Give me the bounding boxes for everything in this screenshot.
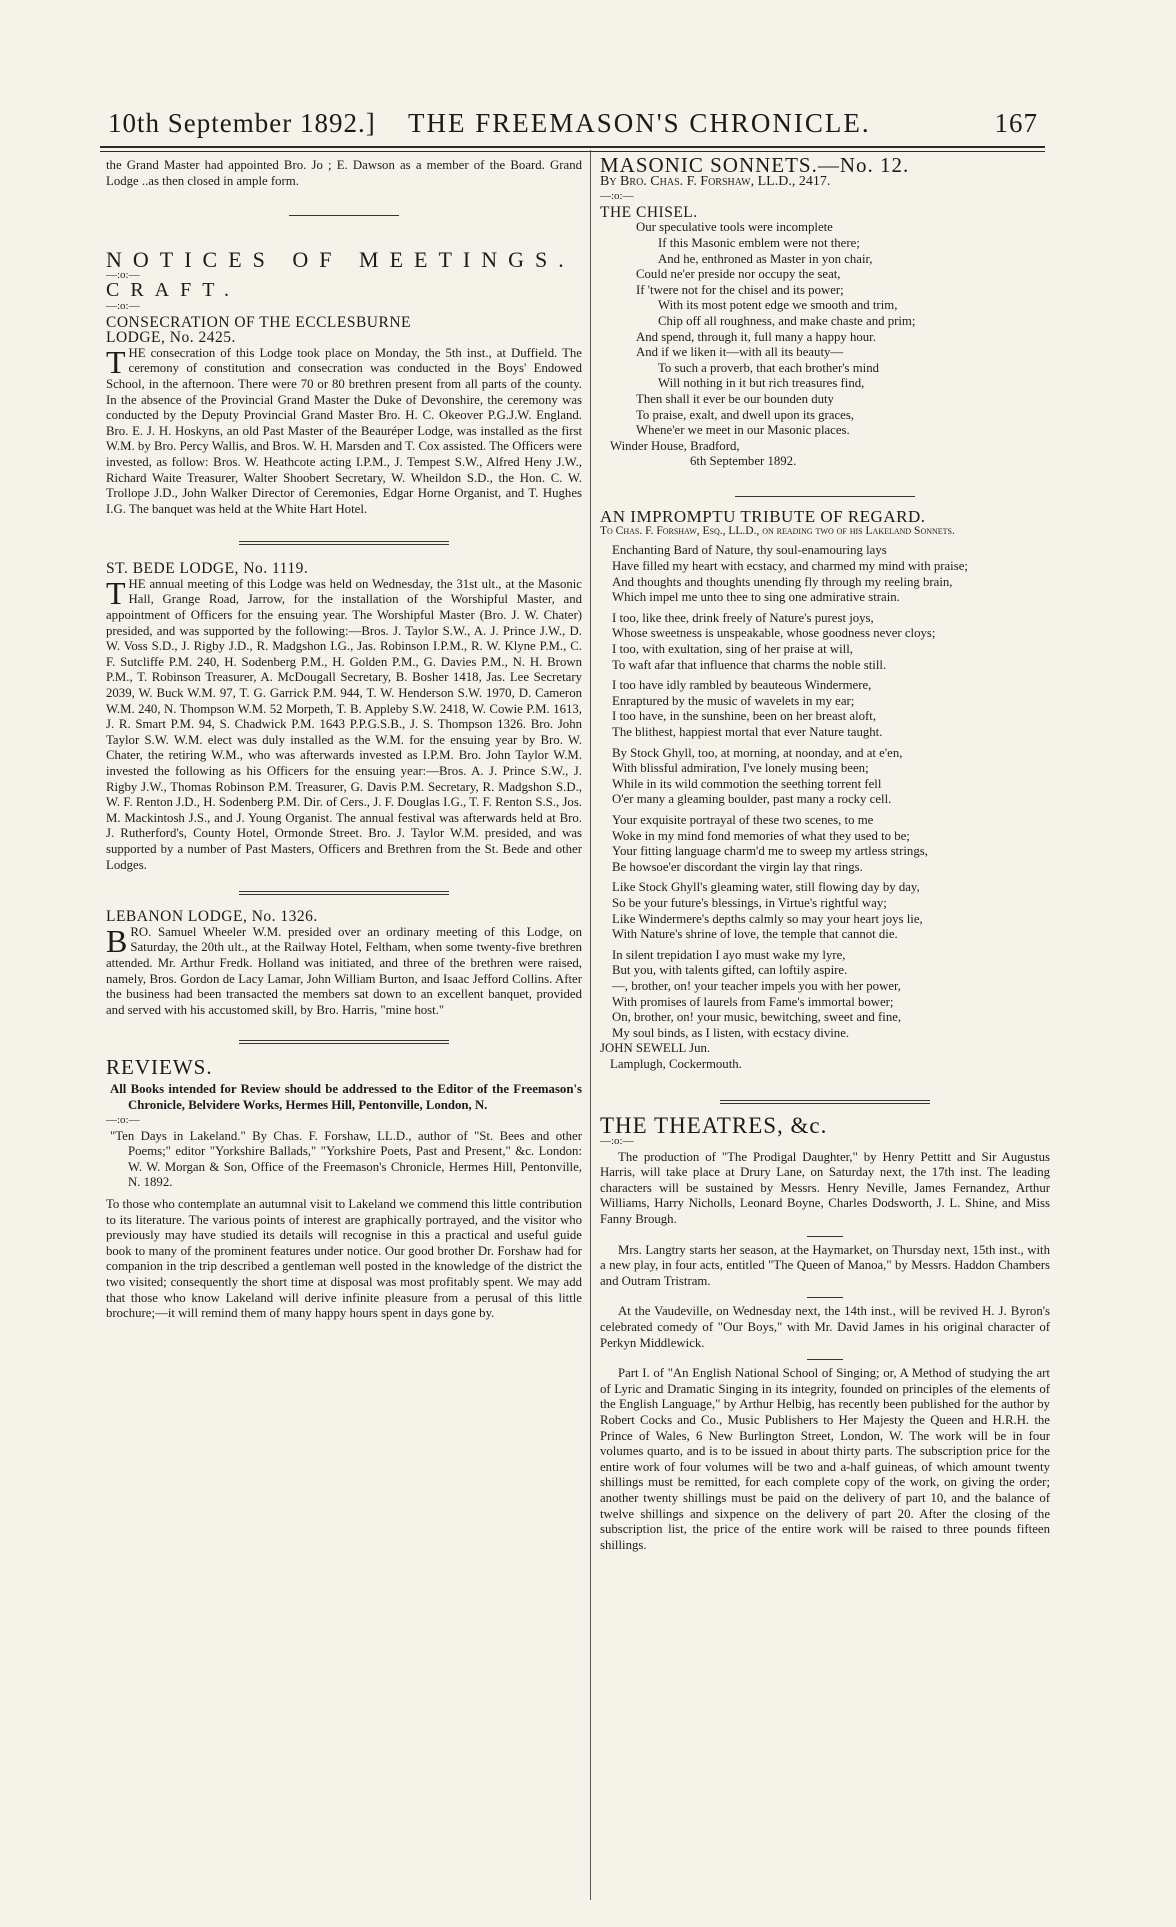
tribute-line: With blissful admiration, I've lonely musing been;: [612, 761, 869, 776]
intro-paragraph: the Grand Master had appointed Bro. Jo ; E. Dawson as a member of the Board. Grand Lodge ..as then closed in ample form.: [106, 158, 582, 188]
tribute-line: O'er many a gleaming boulder, past many a rocky cell.: [612, 792, 892, 807]
tribute-stanza: [600, 880, 1050, 942]
tribute-line: —, brother, on! your teacher impels you with her power,: [612, 978, 901, 993]
column-divider: [590, 150, 591, 1900]
poem-line: Whene'er we meet in our Masonic places.: [636, 423, 850, 438]
right-column: [600, 153, 1050, 1553]
craft-heading: CRAFT.: [106, 279, 240, 302]
tribute-line: With Nature's shrine of love, the temple that cannot die.: [612, 927, 898, 942]
separator: —:o:—: [600, 190, 634, 203]
tribute-line: Be howsoe'er discordant the virgin lay that rings.: [612, 859, 863, 874]
header-title: THE FREEMASON'S CHRONICLE.: [408, 108, 871, 138]
separator: —:o:—: [106, 299, 140, 312]
separator: —:o:—: [600, 1135, 634, 1148]
tribute-stanza: [600, 678, 1050, 740]
tribute-line: To waft afar that influence that charms the noble still.: [612, 657, 887, 672]
tribute-line: The blithest, happiest mortal that ever Nature taught.: [612, 725, 883, 739]
consecration-subheading: LODGE, No. 2425.: [106, 329, 236, 347]
left-column: [106, 158, 582, 1322]
lebanon-text: RO. Samuel Wheeler W.M. presided over an ordinary meeting of this Lodge, on Saturday, the 20th ult., at the Railway Hotel, Feltham, when some twenty-five brethren attended. Mr. Arthur Fredk. Holland was initiated, and three of the brethren were raised, namely, Bros. Gordon de Lacy Lamar, John William Burton, and Isaac Jefford Collins. After the business had been transacted the members sat down to an excellent banquet, provided and served with his accustomed skill, by Bro. Harris, "mine host.": [106, 924, 582, 1017]
tribute-author: JOHN SEWELL Jun.: [600, 1041, 711, 1056]
poem-line: And he, enthroned as Master in yon chair,: [658, 251, 873, 266]
tribute-line: Woke in my mind fond memories of what they used to be;: [612, 828, 910, 843]
tribute-poem: [600, 543, 1050, 1041]
tribute-line: Like Stock Ghyll's gleaming water, still flowing day by day,: [612, 880, 920, 895]
tribute-line: And thoughts and thoughts unending fly through my reeling brain,: [612, 574, 953, 589]
separator: —:o:—: [106, 1114, 140, 1127]
tribute-stanza: [600, 611, 1050, 673]
tribute-stanza: [600, 948, 1050, 1042]
poem-line: To praise, exalt, and dwell upon its graces,: [636, 407, 855, 422]
poem-line: And if we liken it—with all its beauty—: [636, 345, 844, 360]
header-rule: [100, 146, 1045, 148]
tribute-line: By Stock Ghyll, too, at morning, at noonday, and at e'en,: [612, 745, 903, 760]
sonnet-date: 6th September 1892.: [690, 454, 797, 469]
tribute-line: But you, with talents gifted, can loftily aspire.: [612, 963, 848, 978]
tribute-line: I too, with exultation, sing of her praise at will,: [612, 642, 853, 657]
theatre-paragraph: The production of "The Prodigal Daughter," by Henry Pettitt and Sir Augustus Harris, will take place at Drury Lane, on Saturday next, the 17th inst. The leading characters will be sustained by Messrs. Henry Neville, James Fernandez, Arthur Williams, Harry Nicholls, Leonard Boyne, Charles Dodsworth, J. L. Shine, and Miss Fanny Brough.: [600, 1149, 1050, 1227]
tribute-line: My soul binds, as I listen, with ecstacy divine.: [612, 1025, 850, 1040]
tribute-line: So be your future's blessings, in Virtue's rightful way;: [612, 895, 887, 910]
st-bede-body: [106, 574, 582, 873]
st-bede-heading: ST. BEDE LODGE, No. 1119.: [106, 560, 309, 578]
sonnet-byline: By Bro. Chas. F. Forshaw, LL.D., 2417.: [600, 173, 831, 189]
tribute-dedication: To Chas. F. Forshaw, Esq., LL.D., on reading two of his Lakeland Sonnets.: [600, 525, 955, 538]
chisel-heading: THE CHISEL.: [600, 203, 698, 221]
drop-cap: T: [106, 574, 126, 611]
st-bede-text: HE annual meeting of this Lodge was held on Wednesday, the 31st ult., at the Masonic Hall, Grange Road, Jarrow, for the installation of the Worshipful Master, and appointment of Officers for the ensuing year. The Worshipful Master (Bro. J. W. Chater) presided, and was supported by the following:—Bros. J. Taylor S.W., A. J. Prince J.W., D. W. Voss S.D., J. Rigby J.D., R. Madgshon I.G., Jas. Robinson I.P.M., R. W. Klyne P.M., C. F. Sutcliffe P.M. 240, H. Sodenberg P.M., H. Golden P.M., G. Davies P.M., N. H. Brown P.M., T. Robinson Treasurer, A. McDougall Secretary, B. Bosher 1418, Jas. Lee Secretary 2039, W. Buck W.M. 97, T. G. Garrick P.M. 944, T. W. Henderson S.W. 1970, D. Cameron W.M. 240, N. Thompson W.M. 52 Morpeth, T. B. Appleby S.W. 2418, W. Cowie P.M. 1613, J. R. Smart P.M. 94, S. Chadwick P.M. 1643 P.P.G.S.B., J. S. Thompson 1326. Bro. John Taylor S.W. W.M. elect was duly installed as the W.M. for the ensuing year by Bro. W. Chater, the retiring W.M., who was afterwards invested as I.P.M. Bro. John Taylor W.M. invested the following as his Officers for the ensuing year:—Bros. A. J. Prince S.W., J. Rigby J.W., Thomas Robinson P.M. Treasurer, G. Davis P.M. Secretary, R. Madgshon S.D., W. F. Renton J.D., H. Sodenberg P.M. Dir. of Cers., J. F. Douglas I.G., T. F. Renton S.S., Jos. M. Mackintosh J.S., and J. Young Organist. The annual festival was afterwards held at Bro. J. Rutherford's, County Hotel, Ormonde Street. Bro. J. Taylor W.M. presided, and was supported by a number of Past Masters, Officers and Brethren from the St. Bede and other Lodges.: [106, 576, 582, 872]
tribute-line: Enchanting Bard of Nature, thy soul-enamouring lays: [612, 543, 887, 558]
review-body: To those who contemplate an autumnal visit to Lakeland we commend this little contribution to its literature. The various points of interest are graphically portrayed, and the visitor who previously may have studied its details will recognise in this a practical and useful guide book to many of the prominent features under notice. Our good brother Dr. Forshaw had for companion in the trip described a gentleman well posted in the knowledge of the district the two visited; consequently the short time at disposal was most profitably spent. We may add that those who know Lakeland will derive infinite pleasure from a perusal of this little brochure;—it will remind them of many happy hours spent in days gone by.: [106, 1197, 582, 1321]
tribute-stanza: [600, 813, 1050, 875]
page-number: 167: [994, 108, 1038, 138]
tribute-line: I too, like thee, drink freely of Nature's purest joys,: [612, 610, 874, 625]
tribute-line: Your exquisite portrayal of these two scenes, to me: [612, 812, 874, 827]
theatre-paragraph: Part I. of "An English National School of Singing; or, A Method of studying the art of Lyric and Dramatic Singing in its integrity, founded on principles of the elements of the English Language," by Arthur Helbig, has recently been published for the author by Robert Cocks and Co., Music Publishers to Her Majesty the Queen and H.R.H. the Prince of Wales, 6 New Burlington Street, London, W. The work will be in four volumes quarto, and is to be issued in about thirty parts. The subscription price for the entire work of four volumes will be two and a-half guineas, of which amount twenty shillings must be remitted, for each complete copy of the work, on giving the order; another twenty shillings must be paid on the delivery of part 10, and the balance of twelve shillings and sixpence on the delivery of part 20. After the closing of the subscription list, the price of the entire work will be raised to three pounds fifteen shillings.: [600, 1366, 1050, 1552]
theatre-paragraph: Mrs. Langtry starts her season, at the Haymarket, on Thursday next, 15th inst., with a new play, in four acts, entitled "The Queen of Manoa," by Messrs. Haddon Chambers and Outram Tristram.: [600, 1242, 1050, 1288]
consecration-text: HE consecration of this Lodge took place on Monday, the 5th inst., at Duffield. The ceremony of constitution and consecration was conducted in the Boys' Endowed School, in the afternoon. There were 70 or 80 brethren present from all parts of the county. In the absence of the Provincial Grand Master the Duke of Devonshire, the ceremony was conducted by the Deputy Provincial Grand Master Bro. H. C. Okeover P.G.J.W. England. Bro. E. J. H. Hoskyns, an old Past Master of the Beauréper Lodge, was installed as the first W.M. by Bro. Percy Wallis, and Bros. W. H. Marsden and T. Cox assisted. The Officers were invested, as follow: Bros. W. Heathcote acting I.P.M., J. Tempest S.W., Alfred Heny J.W., Richard Waite Treasurer, Walter Shoobert Secretary, W. Wheildon S.D., the Hon. C. W. Trollope J.D., John Walker Director of Ceremonies, Edgar Horne Organist, and T. Hughes I.G. The banquet was held at the White Hart Hotel.: [106, 345, 582, 516]
reviews-heading: REVIEWS.: [106, 1055, 213, 1080]
tribute-line: Whose sweetness is unspeakable, whose goodness never cloys;: [612, 626, 936, 641]
tribute-line: Have filled my heart with ecstacy, and charmed my mind with praise;: [612, 559, 968, 574]
lebanon-heading: LEBANON LODGE, No. 1326.: [106, 908, 318, 926]
tribute-line: While in its wild commotion the seething torrent fell: [612, 776, 882, 791]
tribute-line: On, brother, on! your music, bewitching, sweet and fine,: [612, 1010, 902, 1025]
sonnet-heading: MASONIC SONNETS.—No. 12.: [600, 153, 910, 177]
poem-line: To such a proverb, that each brother's mind: [658, 360, 880, 375]
tribute-heading: AN IMPROMPTU TRIBUTE OF REGARD.: [600, 506, 926, 526]
sonnet-poem: [600, 220, 1050, 438]
poem-line: With its most potent edge we smooth and trim,: [658, 298, 898, 313]
poem-line: Could ne'er preside nor occupy the seat,: [636, 267, 841, 282]
consecration-body: [106, 343, 582, 518]
tribute-line: In silent trepidation I ayo must wake my lyre,: [612, 947, 846, 962]
tribute-stanza: [600, 543, 1050, 605]
header-date: 10th September 1892.]: [108, 108, 376, 138]
page-header: [108, 108, 1038, 148]
poem-line: Will nothing in it but rich treasures find,: [658, 376, 865, 391]
poem-line: Our speculative tools were incomplete: [636, 220, 833, 235]
tribute-line: Enraptured by the music of wavelets in my ear;: [612, 693, 855, 708]
consecration-heading: CONSECRATION OF THE ECCLESBURNE: [106, 313, 412, 331]
tribute-line: I too have idly rambled by beauteous Windermere,: [612, 678, 872, 693]
tribute-line: Which impel me unto thee to sing one admirative strain.: [612, 590, 900, 605]
poem-line: If 'twere not for the chisel and its power;: [636, 282, 844, 297]
poem-line: If this Masonic emblem were not there;: [658, 235, 860, 250]
tribute-line: Like Windermere's depths calmly so may your heart joys lie,: [612, 911, 923, 926]
tribute-stanza: [600, 746, 1050, 808]
poem-line: Chip off all roughness, and make chaste and prim;: [658, 313, 916, 328]
theatres-heading: THE THEATRES, &c.: [600, 1113, 828, 1139]
sonnet-place: Winder House, Bradford,: [610, 438, 740, 453]
tribute-line: Your fitting language charm'd me to sweep my artless strings,: [612, 844, 928, 859]
lebanon-body: [106, 922, 582, 1019]
header-rule-thin: [100, 151, 1045, 152]
separator: —:o:—: [106, 268, 140, 281]
drop-cap: T: [106, 343, 126, 380]
tribute-place: Lamplugh, Cockermouth.: [610, 1056, 742, 1071]
tribute-line: With promises of laurels from Fame's immortal bower;: [612, 994, 894, 1009]
notices-heading: NOTICES OF MEETINGS.: [106, 247, 575, 273]
tribute-line: I too have, in the sunshine, been on her breast aloft,: [612, 709, 877, 724]
drop-cap: B: [106, 922, 128, 959]
theatre-paragraph: At the Vaudeville, on Wednesday next, the 14th inst., will be revived H. J. Byron's celebrated comedy of "Our Boys," with Mr. David James in his original character of Perkyn Middlewick.: [600, 1304, 1050, 1350]
poem-line: Then shall it ever be our bounden duty: [636, 391, 834, 406]
reviews-note: All Books intended for Review should be addressed to the Editor of the Freemason's Chronicle, Belvidere Works, Hermes Hill, Pentonville, London, N.: [110, 1081, 582, 1112]
poem-line: And spend, through it, full many a happy hour.: [636, 329, 876, 344]
review-entry: "Ten Days in Lakeland." By Chas. F. Forshaw, LL.D., author of "St. Bees and other Poems;" editor "Yorkshire Ballads," "Yorkshire Poets, Past and Present," &c. London: W. W. Morgan & Son, Office of the Freemason's Chronicle, Hermes Hill, Pentonville, N. 1892.: [110, 1128, 582, 1190]
